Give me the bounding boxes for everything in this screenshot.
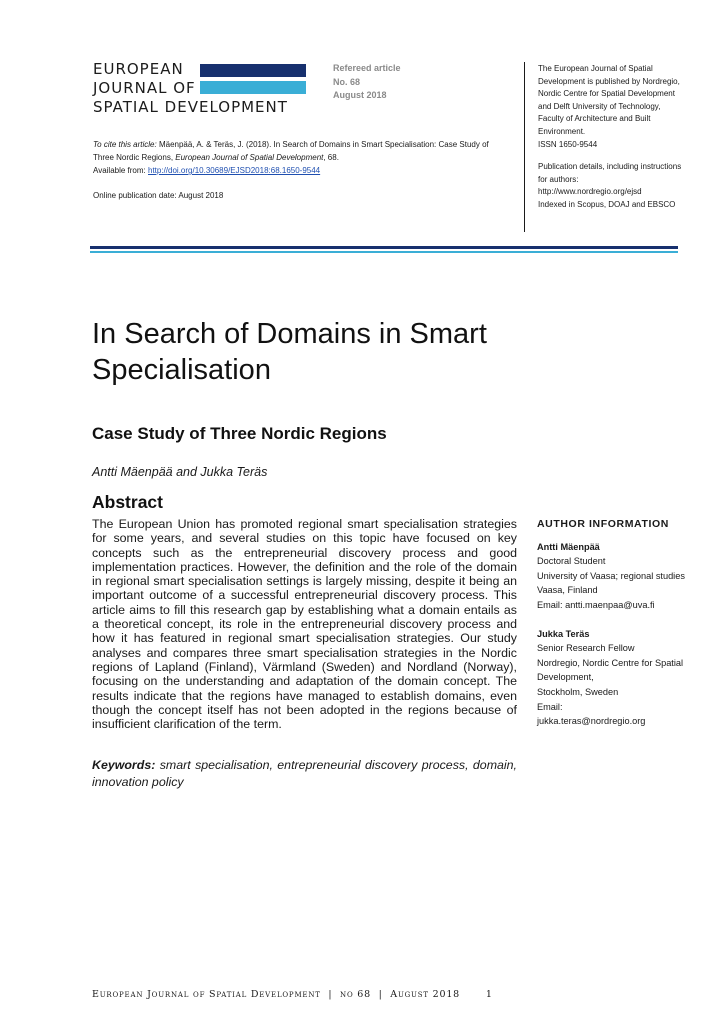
page-footer [92, 989, 493, 1000]
issue-number: No. 68 [333, 76, 361, 87]
abstract-text: The European Union has promoted regional smart specialisation strategies for some years, and several studies on this topic have focused on key concepts such as the entrepreneurial discovery process and good implementation practices. However, the definition and the role of the domain in regional smart specialisation settings is largely missing, despite it being an important outcome of a successful entrepreneurial discovery process. This article aims to fill this research gap by establishing what a domain entails as a theoretical concept, its role in the entrepreneurial discovery process and how it has featured in regional smart specialisation strategies. Our study analyses and compares three smart specialisation strategies in the Nordic regions of Lapland (Finland), Värmland (Sweden) and Nordland (Norway), focusing on the understanding and adaptation of the domain concept. The results indicate that the regions have managed to establish domains, even though the concept itself has not been adopted in the regions because of insufficient clarification of the term. [92, 517, 517, 732]
author-role: Senior Research Fellow [537, 643, 635, 654]
logo-line-3: SPATIAL DEVELOPMENT [93, 98, 288, 116]
publisher-info [538, 63, 683, 222]
footer-issue: no 68 [340, 989, 371, 1000]
author-card [537, 540, 687, 613]
logo-bar-light [200, 81, 306, 94]
author-role: Doctoral Student [537, 556, 606, 567]
author-email-label: Email: [537, 701, 563, 712]
online-date: Online publication date: August 2018 [93, 191, 224, 200]
keywords [92, 757, 517, 791]
cite-text-b: , 68. [323, 153, 339, 162]
publication-details: Publication details, including instructions for authors: [538, 162, 682, 184]
cite-journal: European Journal of Spatial Development [175, 153, 324, 162]
keywords-list: smart specialisation, entrepreneurial discovery process, domain, innovation policy [92, 758, 517, 789]
indexing-info: Indexed in Scopus, DOAJ and EBSCO [538, 199, 676, 209]
footer-journal: European Journal of Spatial Development [92, 989, 321, 1000]
keywords-label: Keywords: [92, 758, 156, 772]
footer-sep: | [328, 989, 333, 1000]
author-email[interactable]: jukka.teras@nordregio.org [537, 716, 646, 727]
issn: ISSN 1650-9544 [538, 139, 598, 149]
author-info-heading: AUTHOR INFORMATION [537, 518, 669, 530]
author-email[interactable]: Email: antti.maenpaa@uva.fi [537, 599, 655, 610]
footer-date: August 2018 [390, 989, 461, 1000]
author-affiliation: Nordregio, Nordic Centre for Spatial Development, [537, 657, 684, 683]
abstract-heading: Abstract [92, 492, 163, 512]
available-label: Available from: [93, 166, 148, 175]
page-number: 1 [485, 989, 493, 1000]
header-rule-dark [90, 246, 678, 249]
author-affiliation: University of Vaasa; regional studies [537, 570, 685, 581]
author-card [537, 627, 687, 729]
logo-line-1: EUROPEAN [93, 60, 184, 78]
logo-line-2: JOURNAL OF [93, 79, 196, 97]
publisher-text: The European Journal of Spatial Development is published by Nordregio, Nordic Centre for Spatial Development and Delft University of Technology, Faculty of Architecture and Built Environment. [538, 64, 680, 136]
author-city: Vaasa, Finland [537, 585, 598, 596]
author-name: Antti Mäenpää [537, 541, 600, 552]
header-divider [524, 62, 525, 232]
issue-date: August 2018 [333, 90, 387, 100]
refereed-block [333, 62, 401, 103]
doi-link[interactable]: http://doi.org/10.30689/EJSD2018:68.1650-9544 [148, 166, 321, 175]
logo-bar-dark [200, 64, 306, 77]
article-authors: Antti Mäenpää and Jukka Teräs [92, 465, 268, 479]
header-rule-light [90, 251, 678, 253]
author-name: Jukka Teräs [537, 628, 590, 639]
cite-text-a: Mäenpää, A. & Teräs, J. (2018). In Search of Domains in Smart Specialisation: Case Study of Three Nordic Regions, [93, 140, 489, 162]
footer-sep: | [378, 989, 383, 1000]
journal-url[interactable]: http://www.nordregio.org/ejsd [538, 187, 642, 197]
author-information [537, 517, 687, 743]
author-city: Stockholm, Sweden [537, 686, 619, 697]
article-title: In Search of Domains in Smart Specialisation [92, 318, 487, 386]
cite-lead: To cite this article: [93, 140, 157, 149]
citation [93, 138, 503, 177]
refereed-label: Refereed article [333, 63, 401, 73]
article-subtitle: Case Study of Three Nordic Regions [92, 424, 387, 443]
